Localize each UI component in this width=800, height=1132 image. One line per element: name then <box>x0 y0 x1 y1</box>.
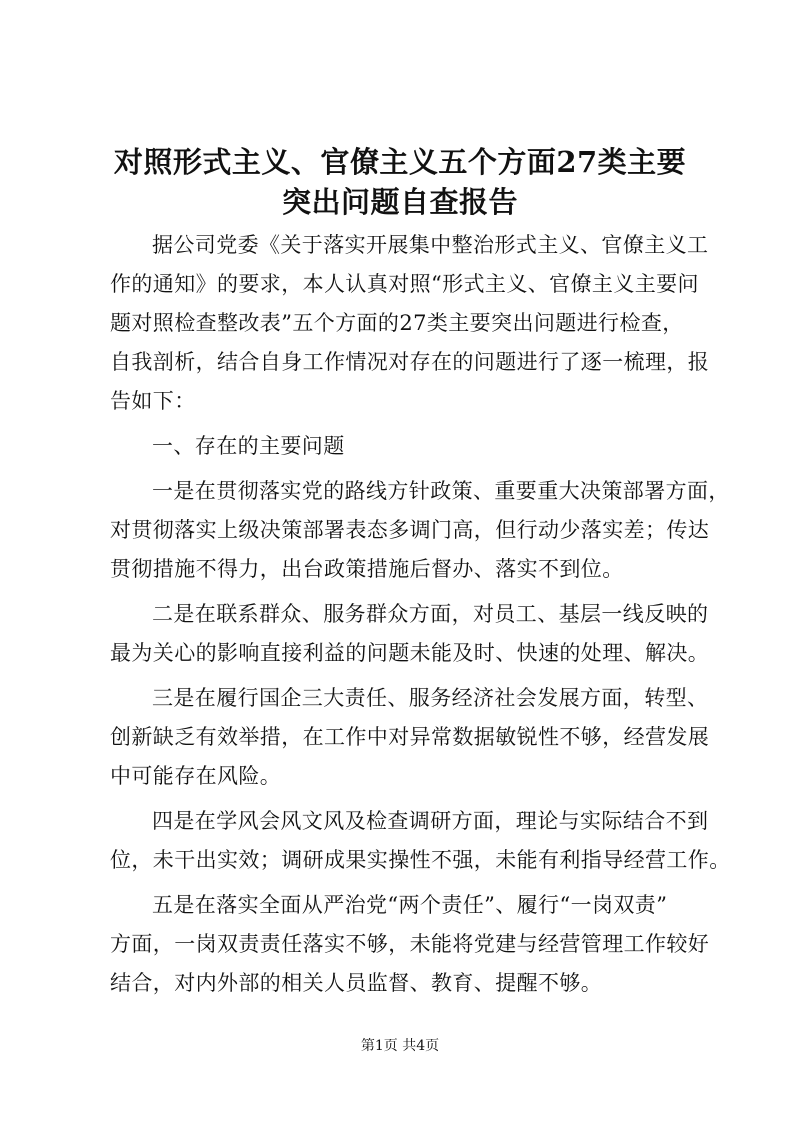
paragraph-line: 作的通知》的要求，本人认真对照“形式主义、官僚主义主要问 <box>110 272 699 296</box>
paragraph-line: 三是在履行国企三大责任、服务经济社会发展方面，转型、 <box>152 686 709 710</box>
paragraph-line: 对贯彻落实上级决策部署表态多调门高，但行动少落实差；传达 <box>110 518 710 542</box>
paragraph-line: 位，未干出实效；调研成果实操性不强，未能有利指导经营工作。 <box>110 848 731 872</box>
paragraph-line: 中可能存在风险。 <box>110 764 282 788</box>
section-heading: 一、存在的主要问题 <box>152 434 345 458</box>
paragraph-line: 题对照检查整改表”五个方面的27类主要突出问题进行检查， <box>110 311 684 335</box>
paragraph-line: 创新缺乏有效举措，在工作中对异常数据敏锐性不够，经营发展 <box>110 725 710 749</box>
document-title-line-1: 对照形式主义、官僚主义五个方面27类主要 <box>113 145 687 179</box>
paragraph-line: 二是在联系群众、服务群众方面，对员工、基层一线反映的 <box>152 602 709 626</box>
paragraph-line: 方面，一岗双责责任落实不够，未能将党建与经营管理工作较好 <box>110 932 710 956</box>
paragraph-line: 自我剖析，结合自身工作情况对存在的问题进行了逐一梳理，报 <box>110 350 710 374</box>
paragraph-line: 一是在贯彻落实党的路线方针政策、重要重大决策部署方面， <box>152 479 730 503</box>
paragraph-line: 告如下： <box>110 389 196 413</box>
paragraph-line: 四是在学风会风文风及检查调研方面，理论与实际结合不到 <box>152 809 709 833</box>
paragraph-line: 结合，对内外部的相关人员监督、教育、提醒不够。 <box>110 971 603 995</box>
paragraph-line: 贯彻措施不得力，出台政策措施后督办、落实不到位。 <box>110 557 624 581</box>
document-title-line-2: 突出问题自查报告 <box>281 185 518 219</box>
page-footer: 第1页 共4页 <box>360 1038 440 1054</box>
paragraph-line: 据公司党委《关于落实开展集中整治形式主义、官僚主义工 <box>152 233 709 257</box>
paragraph-line: 最为关心的影响直接利益的问题未能及时、快速的处理、解决。 <box>110 641 710 665</box>
paragraph-line: 五是在落实全面从严治党“两个责任”、履行“一岗双责” <box>152 893 668 917</box>
